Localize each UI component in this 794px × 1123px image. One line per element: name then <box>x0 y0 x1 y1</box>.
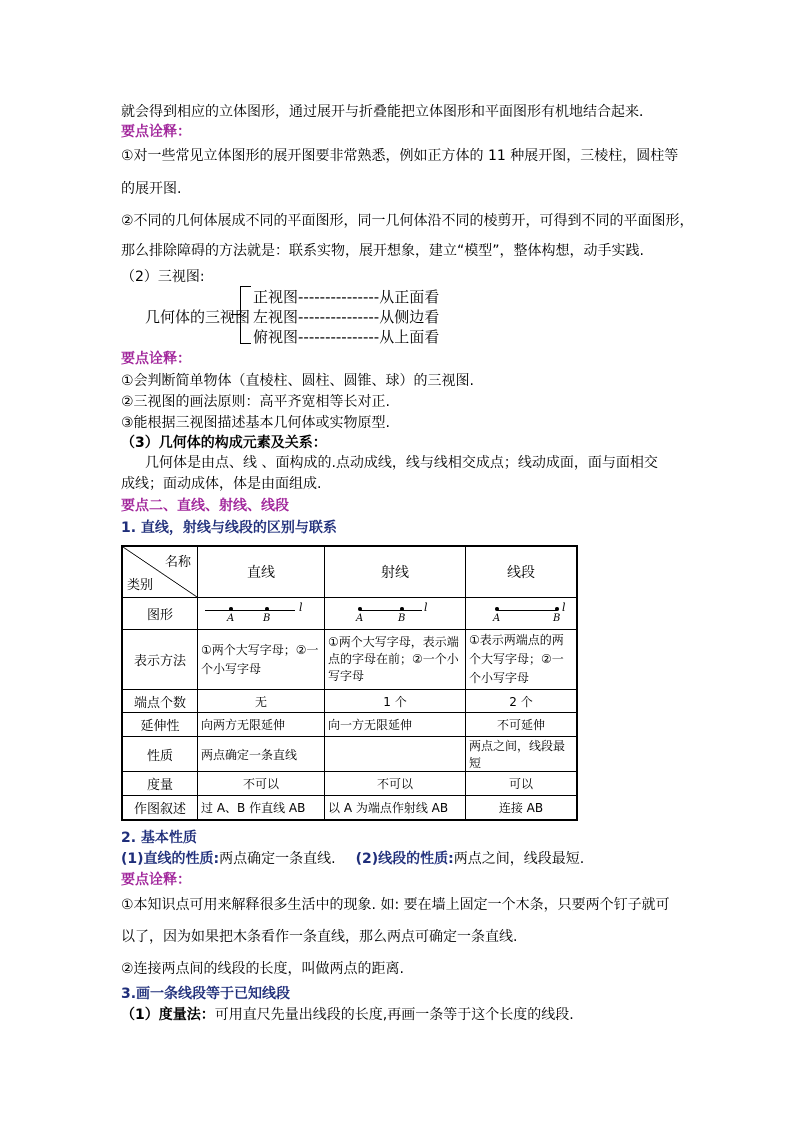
label-l: l <box>562 600 566 614</box>
label-b: B <box>398 612 406 624</box>
segment-figure <box>469 600 573 625</box>
notation-ray: ①两个大写字母，表示端点的字母在前；②一个小写字母 <box>325 630 466 690</box>
table-corner-cell <box>122 546 198 598</box>
section2-title: 要点二、直线、射线、线段 <box>121 498 289 514</box>
measure-method-text: 可用直尺先量出线段的长度,再画一条等于这个长度的线段. <box>214 1007 574 1023</box>
note3-item-b: ②连接两点间的线段的长度，叫做两点的距离. <box>121 961 404 977</box>
segment-property-text: 两点之间，线段最短. <box>453 851 585 867</box>
notation-segment: ①表示两端点的两个大写字母；②一个小写字母 <box>466 630 578 690</box>
sub2-title: 2. 基本性质 <box>121 830 197 846</box>
label-a: A <box>493 612 501 624</box>
endpoints-ray: 1 个 <box>325 690 466 713</box>
row-label-notation: 表示方法 <box>122 630 198 690</box>
label-l: l <box>299 600 303 614</box>
endpoints-line: 无 <box>198 690 325 713</box>
property-line: 两点确定一条直线 <box>198 737 325 772</box>
basic-properties-line <box>121 848 584 868</box>
row-label-endpoints: 端点个数 <box>122 690 198 713</box>
measure-ray: 不可以 <box>325 772 466 796</box>
note-heading-1: 要点诠释： <box>121 124 191 140</box>
sub3-title: 3.画一条线段等于已知线段 <box>121 986 291 1002</box>
label-l: l <box>424 600 428 614</box>
elements-text-line2: 成线；面动成体，体是由面组成. <box>121 476 322 492</box>
property-ray <box>325 737 466 772</box>
note-heading-2: 要点诠释： <box>121 351 191 367</box>
header-segment: 线段 <box>466 546 578 598</box>
extension-ray: 向一方无限延伸 <box>325 713 466 737</box>
line-property-text: 两点确定一条直线. <box>219 851 336 867</box>
elements-heading: （3）几何体的构成元素及关系： <box>121 435 327 451</box>
label-a: A <box>356 612 364 624</box>
measure-method-line <box>121 1004 574 1024</box>
elements-text-line1: 几何体是由点、线 、面构成的.点动成线，线与线相交成点；线动成面，面与面相交 <box>145 455 658 471</box>
sub1-title: 1. 直线，射线与线段的区别与联系 <box>121 520 337 536</box>
note-heading-3: 要点诠释： <box>121 872 191 888</box>
line-comparison-table <box>121 545 578 821</box>
measure-segment: 可以 <box>466 772 578 796</box>
point-a <box>229 607 233 611</box>
point-b <box>265 607 269 611</box>
row-label-property: 性质 <box>122 737 198 772</box>
three-views-heading: （2）三视图: <box>121 269 205 285</box>
row-label-figure: 图形 <box>122 598 198 630</box>
construction-ray: 以 A 为端点作射线 AB <box>325 796 466 820</box>
note3-item-a-line1: ①本知识点可用来解释很多生活中的现象. 如: 要在墙上固定一个木条，只要两个钉子就可 <box>121 897 670 913</box>
line-property-label: (1)直线的性质: <box>121 851 220 867</box>
property-segment: 两点之间，线段最短 <box>466 737 578 772</box>
label-b: B <box>263 612 271 624</box>
corner-top-label: 名称 <box>164 555 191 570</box>
extension-segment: 不可延伸 <box>466 713 578 737</box>
note1-item-b-line1: ②不同的几何体展成不同的平面图形，同一几何体沿不同的棱剪开，可得到不同的平面图形， <box>121 213 694 229</box>
note3-item-a-line2: 以了，因为如果把木条看作一条直线，那么两点可确定一条直线. <box>121 929 518 945</box>
view-front: 正视图---------------从正面看 <box>253 288 440 306</box>
corner-bottom-label: 类别 <box>127 578 154 593</box>
intro-line: 就会得到相应的立体图形，通过展开与折叠能把立体图形和平面图形有机地结合起来． <box>121 104 653 120</box>
figure-segment-cell <box>466 598 578 630</box>
endpoints-segment: 2 个 <box>466 690 578 713</box>
row-label-measure: 度量 <box>122 772 198 796</box>
row-label-construction: 作图叙述 <box>122 796 198 820</box>
note2-item-2: ②三视图的画法原则：高平齐宽相等长对正. <box>121 394 390 410</box>
point-b <box>555 607 559 611</box>
note2-item-1: ①会判断简单物体（直棱柱、圆柱、圆锥、球）的三视图. <box>121 373 474 389</box>
point-b <box>400 607 404 611</box>
row-label-extension: 延伸性 <box>122 713 198 737</box>
label-b: B <box>553 612 561 624</box>
construction-line: 过 A、B 作直线 AB <box>198 796 325 820</box>
header-line: 直线 <box>198 546 325 598</box>
measure-method-label: （1）度量法： <box>121 1007 215 1023</box>
figure-line-cell <box>198 598 325 630</box>
note1-item-b-line2: 那么排除障碍的方法就是：联系实物，展开想象，建立“模型”，整体构想，动手实践. <box>121 243 644 259</box>
view-top: 俯视图---------------从上面看 <box>253 328 440 346</box>
label-a: A <box>227 612 235 624</box>
notation-line: ①两个大写字母；②一个小写字母 <box>198 630 325 690</box>
note1-item-a-line2: 的展开图. <box>121 181 182 197</box>
extension-line: 向两方无限延伸 <box>198 713 325 737</box>
note1-item-a-line1: ①对一些常见立体图形的展开图要非常熟悉，例如正方体的 11 种展开图，三棱柱，圆柱等 <box>121 148 679 164</box>
figure-ray-cell <box>325 598 466 630</box>
note2-item-3: ③能根据三视图描述基本几何体或实物原型. <box>121 415 390 431</box>
three-views-brace <box>240 286 251 344</box>
segment-property-label: (2)线段的性质: <box>355 851 454 867</box>
header-ray: 射线 <box>325 546 466 598</box>
line-figure <box>201 600 321 625</box>
measure-line: 不可以 <box>198 772 325 796</box>
three-views-label: 几何体的三视图 <box>145 308 251 326</box>
view-left: 左视图---------------从侧边看 <box>253 308 440 326</box>
construction-segment: 连接 AB <box>466 796 578 820</box>
ray-figure <box>328 600 462 625</box>
